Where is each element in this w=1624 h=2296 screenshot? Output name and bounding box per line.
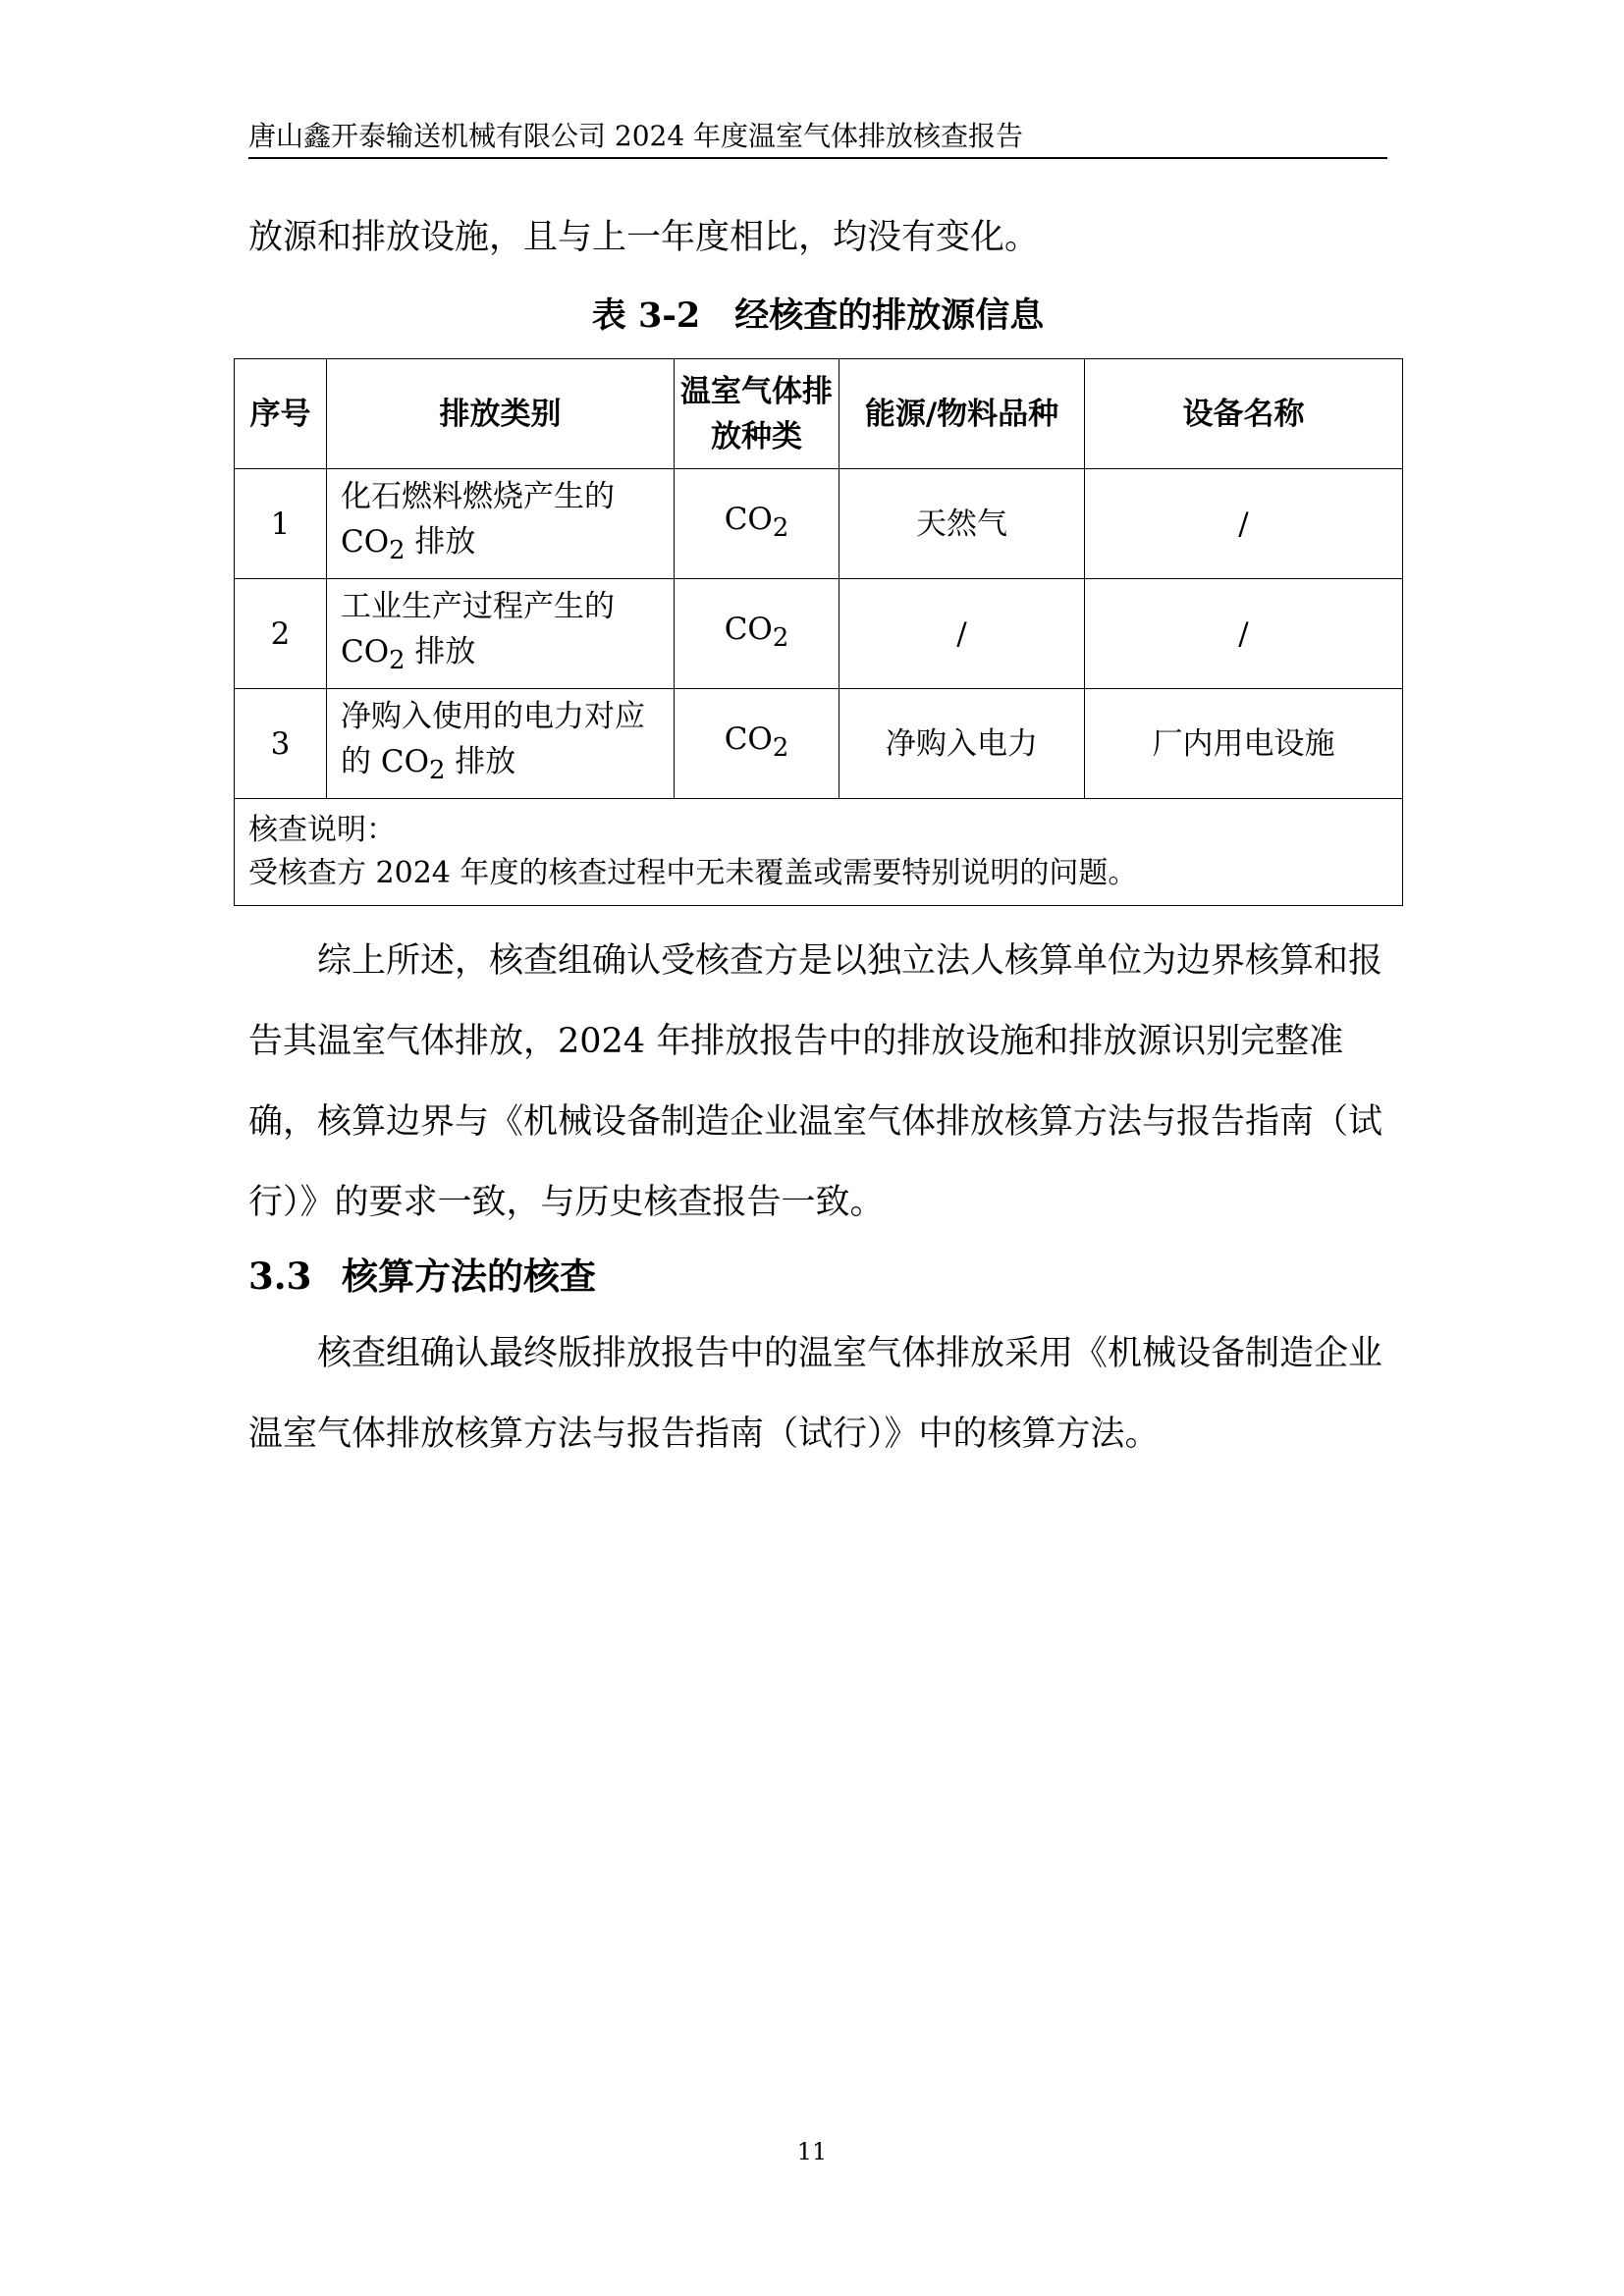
- cell-gas-type: [675, 469, 839, 579]
- cell-equipment: /: [1085, 579, 1403, 689]
- cell-category: [327, 689, 675, 799]
- category-suffix: 排放: [445, 743, 516, 779]
- header-cell-material: 能源/物料品种: [839, 359, 1085, 469]
- category-suffix: 排放: [405, 633, 476, 669]
- category-text: 净购入使用的电力对应的: [341, 698, 645, 779]
- header-title: 唐山鑫开泰输送机械有限公司 2024 年度温室气体排放核查报告: [248, 120, 1024, 152]
- table-header-row: [235, 359, 1403, 469]
- section-title: 核算方法的核查: [342, 1255, 596, 1298]
- cell-no: 3: [235, 689, 327, 799]
- gas-subscript: 2: [772, 733, 789, 764]
- cell-no: 1: [235, 469, 327, 579]
- summary-paragraph: 综上所述，核查组确认受核查方是以独立法人核算单位为边界核算和报告其温室气体排放，2024 年排放报告中的排放设施和排放源识别完整准确，核算边界与《机械设备制造企业温室气体排放核算方法与报告指南（试行）》的要求一致，与历史核查报告一致。: [248, 941, 1383, 1222]
- category-subscript: 2: [389, 646, 406, 676]
- cell-gas-type: [675, 579, 839, 689]
- category-subscript: 2: [429, 756, 446, 786]
- table-row: [235, 579, 1403, 689]
- header-cell-no: 序号: [235, 359, 327, 469]
- cell-material: 天然气: [839, 469, 1085, 579]
- category-co: CO: [341, 633, 390, 669]
- gas-subscript: 2: [772, 623, 789, 654]
- cell-equipment: 厂内用电设施: [1085, 689, 1403, 799]
- page-number: 11: [796, 2138, 828, 2165]
- note-text: 受核查方 2024 年度的核查过程中无未覆盖或需要特别说明的问题。: [248, 856, 1138, 890]
- category-co: CO: [341, 523, 390, 560]
- gas-subscript: 2: [772, 513, 789, 544]
- table-caption: 表 3-2 经核查的排放源信息: [591, 295, 1045, 336]
- cell-material: 净购入电力: [839, 689, 1085, 799]
- header-cell-gas-type: 温室气体排放种类: [675, 359, 839, 469]
- category-text: 化石燃料燃烧产生的: [341, 478, 615, 514]
- category-suffix: 排放: [405, 523, 476, 560]
- table-row: [235, 469, 1403, 579]
- page-header: [248, 116, 1387, 159]
- section-heading: [248, 1247, 596, 1306]
- gas-co: CO: [724, 721, 773, 757]
- note-title: 核查说明：: [248, 813, 396, 847]
- gas-co: CO: [724, 611, 773, 647]
- intro-paragraph: 放源和排放设施，且与上一年度相比，均没有变化。: [248, 218, 1040, 257]
- method-paragraph: 核查组确认最终版排放报告中的温室气体排放采用《机械设备制造企业温室气体排放核算方法与报告指南（试行）》中的核算方法。: [248, 1334, 1383, 1454]
- header-cell-category: 排放类别: [327, 359, 675, 469]
- category-co: CO: [380, 743, 429, 779]
- table-note-row: [235, 799, 1403, 906]
- cell-category: [327, 469, 675, 579]
- table-row: [235, 689, 1403, 799]
- section-number: 3.3: [248, 1255, 312, 1298]
- category-text: 工业生产过程产生的: [341, 588, 615, 624]
- cell-equipment: /: [1085, 469, 1403, 579]
- cell-note: [235, 799, 1403, 906]
- cell-gas-type: [675, 689, 839, 799]
- cell-material: /: [839, 579, 1085, 689]
- category-subscript: 2: [389, 536, 406, 566]
- cell-category: [327, 579, 675, 689]
- cell-no: 2: [235, 579, 327, 689]
- gas-co: CO: [724, 501, 773, 537]
- emission-sources-table: [234, 358, 1403, 906]
- header-cell-equipment: 设备名称: [1085, 359, 1403, 469]
